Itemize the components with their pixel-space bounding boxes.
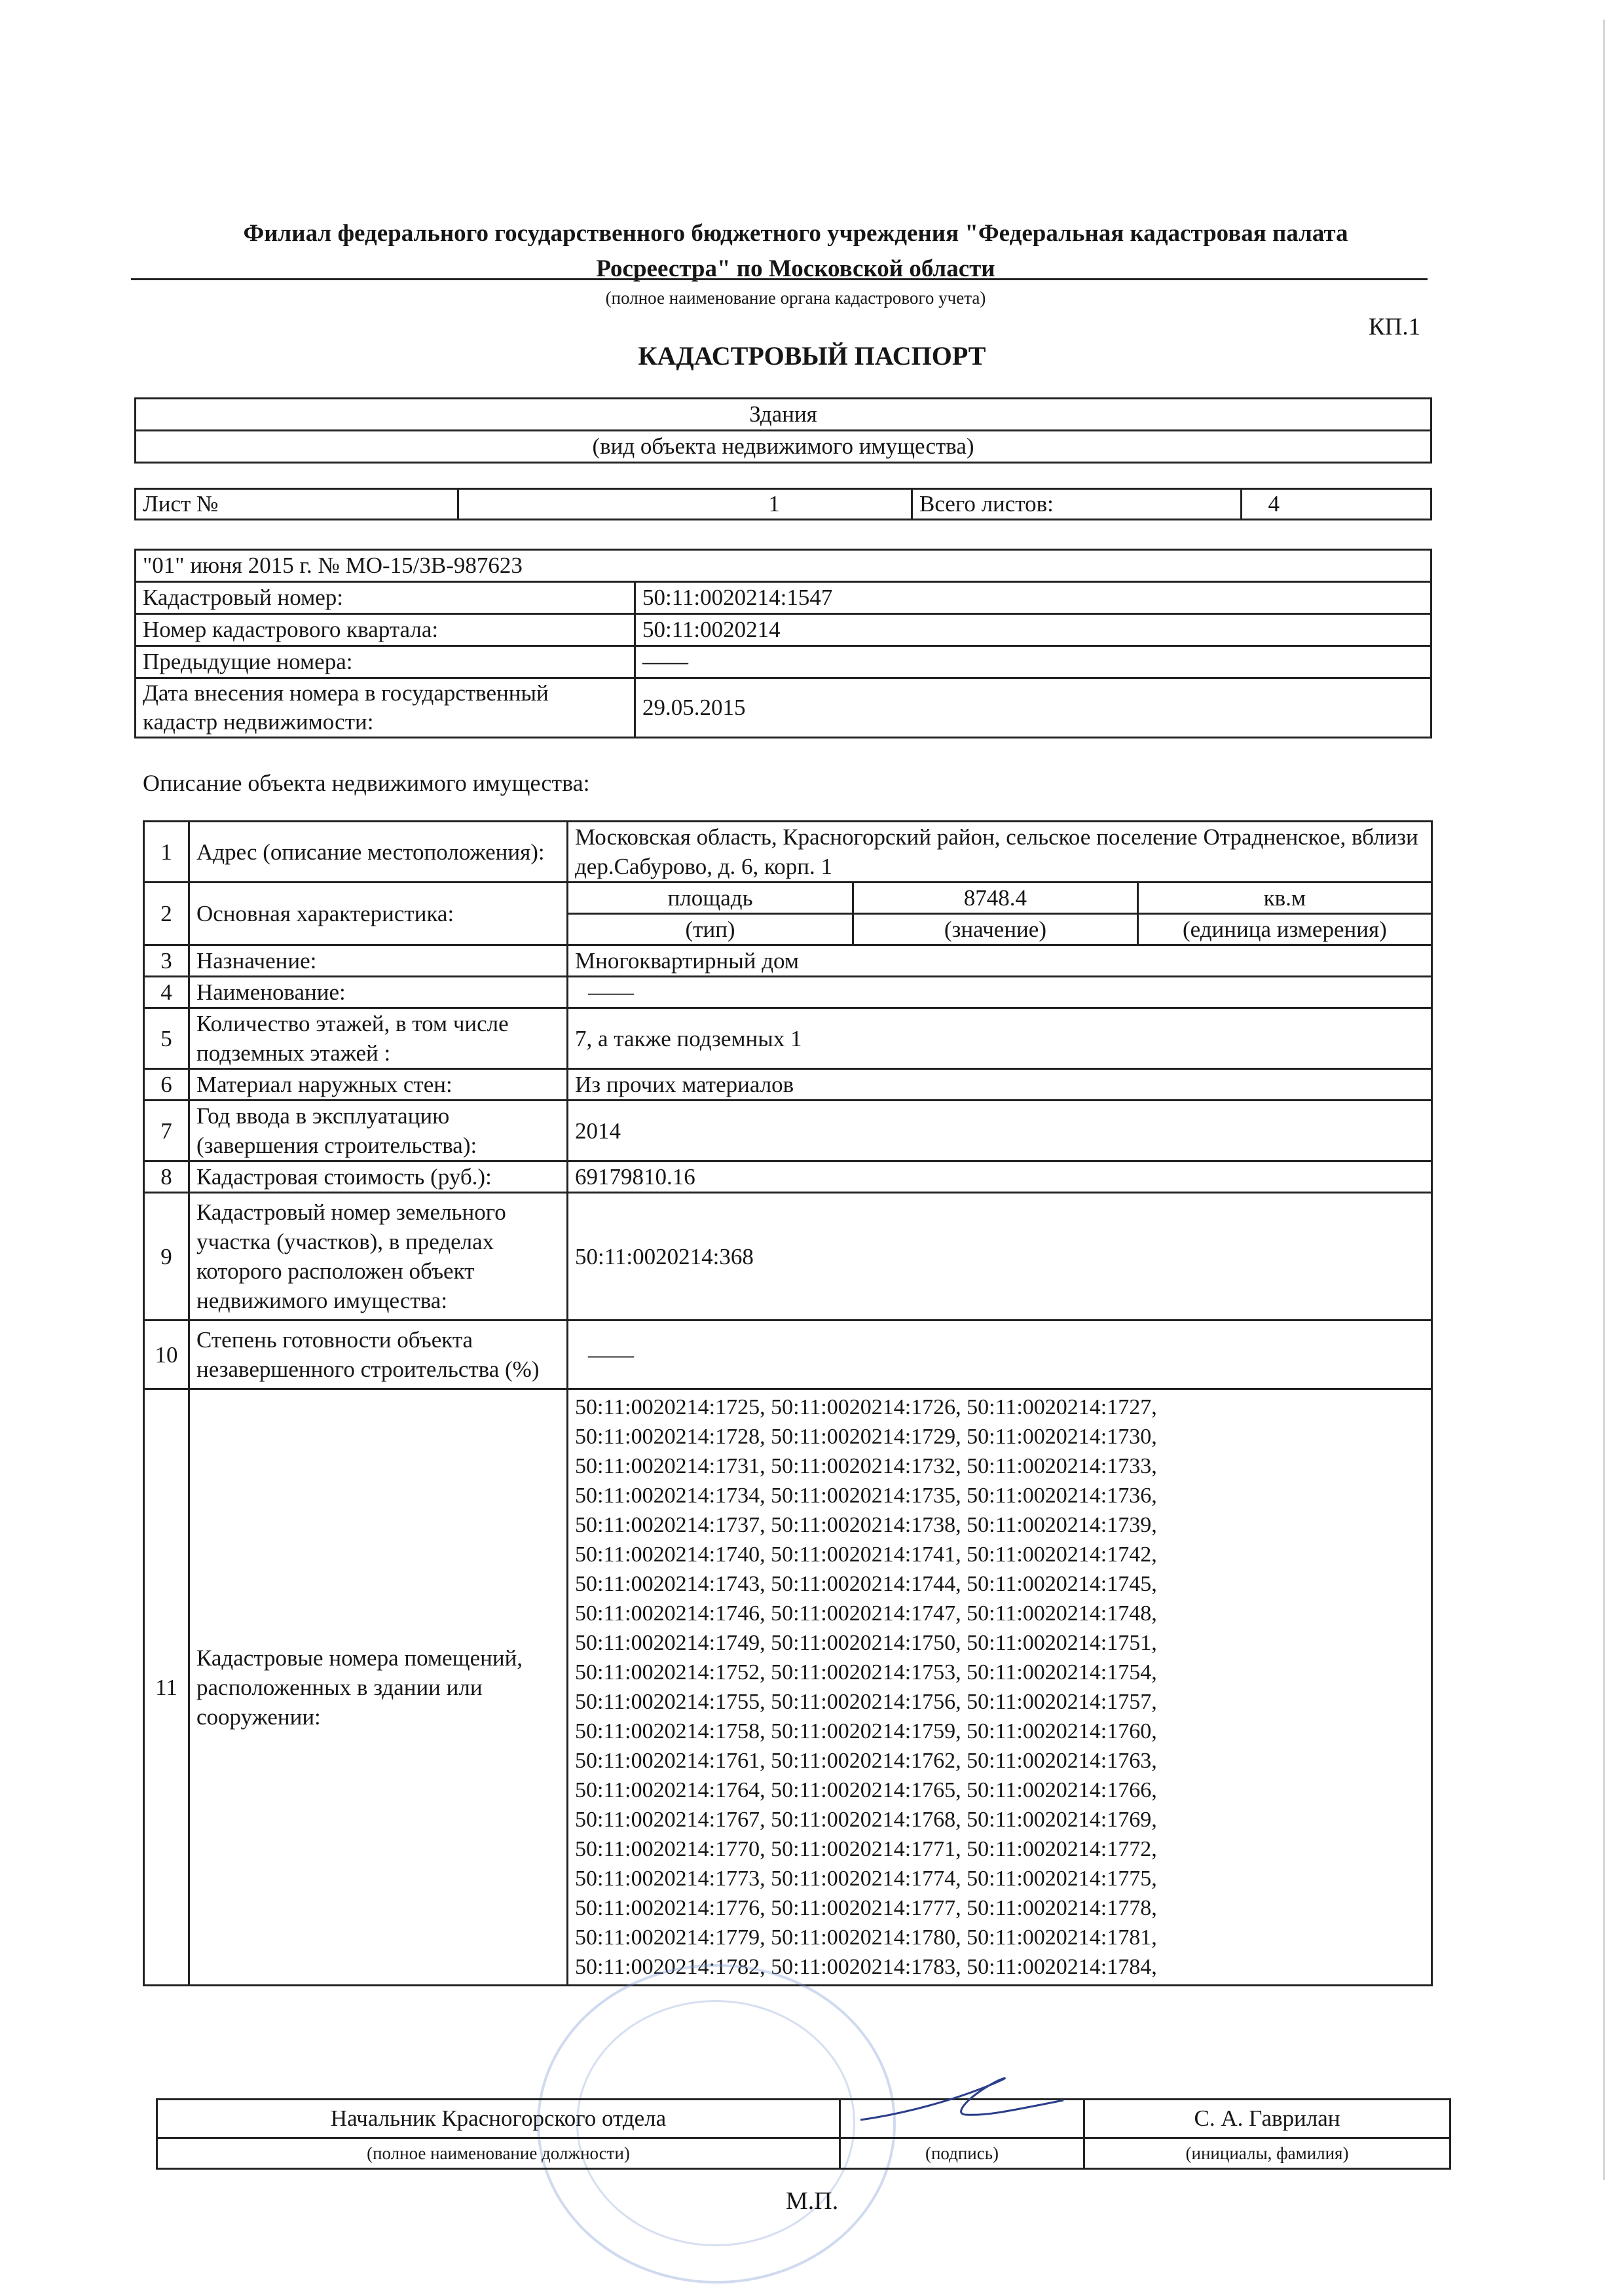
premises-line: 50:11:0020214:1779, 50:11:0020214:1780, 50:11:0020214:1781, xyxy=(575,1925,1157,1950)
object-type-caption: (вид объекта недвижимого имущества) xyxy=(136,431,1431,463)
premises-line: 50:11:0020214:1737, 50:11:0020214:1738, 50:11:0020214:1739, xyxy=(575,1513,1157,1537)
previous-numbers-value: —— xyxy=(635,646,1431,678)
commissioning-year-value: 2014 xyxy=(568,1101,1432,1161)
signature-cell xyxy=(840,2100,1084,2138)
organization-name xyxy=(131,216,1460,287)
premises-line: 50:11:0020214:1734, 50:11:0020214:1735, 50:11:0020214:1736, xyxy=(575,1484,1157,1508)
premises-line: 50:11:0020214:1764, 50:11:0020214:1765, 50:11:0020214:1766, xyxy=(575,1778,1157,1802)
organization-caption: (полное наименование органа кадастрового учета) xyxy=(605,288,986,308)
row-number: 6 xyxy=(144,1069,189,1101)
premises-line: 50:11:0020214:1770, 50:11:0020214:1771, 50:11:0020214:1772, xyxy=(575,1837,1157,1861)
description-heading: Описание объекта недвижимого имущества: xyxy=(143,770,590,796)
sheet-label: Лист № xyxy=(136,489,458,520)
row-number: 8 xyxy=(144,1161,189,1193)
entry-date-value: 29.05.2015 xyxy=(635,678,1431,738)
previous-numbers-label: Предыдущие номера: xyxy=(136,646,635,678)
wall-material-value: Из прочих материалов xyxy=(568,1069,1432,1101)
organization-underline xyxy=(131,278,1428,280)
date-and-number: "01" июня 2015 г. № МО-15/3В-987623 xyxy=(136,550,1431,582)
land-plot-value: 50:11:0020214:368 xyxy=(568,1193,1432,1321)
object-description-table xyxy=(143,820,1433,1986)
premises-line: 50:11:0020214:1773, 50:11:0020214:1774, 50:11:0020214:1775, xyxy=(575,1867,1157,1891)
organization-line-2: Росреестра" по Московской области xyxy=(596,255,995,282)
characteristic-unit: кв.м xyxy=(1137,883,1431,914)
commissioning-year-label: Год ввода в эксплуатацию (завершения строительства): xyxy=(189,1101,568,1161)
total-sheets-label: Всего листов: xyxy=(912,489,1242,520)
characteristic-unit-caption: (единица измерения) xyxy=(1182,917,1387,942)
row-number: 11 xyxy=(144,1389,189,1986)
premises-numbers-label: Кадастровые номера помещений, расположенных в здании или сооружении: xyxy=(189,1389,568,1986)
organization-line-1: Филиал федерального государственного бюджетного учреждения "Федеральная кадастровая палата xyxy=(243,220,1348,247)
characteristic-type: площадь xyxy=(568,883,853,914)
row-number: 1 xyxy=(144,822,189,883)
cadastral-number-value: 50:11:0020214:1547 xyxy=(635,582,1431,614)
premises-line: 50:11:0020214:1776, 50:11:0020214:1777, 50:11:0020214:1778, xyxy=(575,1896,1157,1920)
premises-line: 50:11:0020214:1728, 50:11:0020214:1729, 50:11:0020214:1730, xyxy=(575,1425,1157,1449)
official-name: С. А. Гаврилан xyxy=(1084,2100,1450,2138)
premises-line: 50:11:0020214:1767, 50:11:0020214:1768, 50:11:0020214:1769, xyxy=(575,1808,1157,1832)
cadastral-block-label: Номер кадастрового квартала: xyxy=(136,614,635,646)
signature-table xyxy=(156,2098,1451,2170)
completion-degree-value: —— xyxy=(568,1321,1432,1389)
row-number: 5 xyxy=(144,1008,189,1069)
premises-line: 50:11:0020214:1749, 50:11:0020214:1750, 50:11:0020214:1751, xyxy=(575,1631,1157,1655)
premises-line: 50:11:0020214:1758, 50:11:0020214:1759, 50:11:0020214:1760, xyxy=(575,1719,1157,1743)
premises-line: 50:11:0020214:1752, 50:11:0020214:1753, 50:11:0020214:1754, xyxy=(575,1660,1157,1685)
position-caption: (полное наименование должности) xyxy=(157,2138,840,2169)
floors-label: Количество этажей, в том числе подземных этажей : xyxy=(189,1008,568,1069)
seal-place-label: М.П. xyxy=(786,2187,839,2215)
row-number: 7 xyxy=(144,1101,189,1161)
object-type-table xyxy=(134,397,1432,464)
row-number: 3 xyxy=(144,945,189,977)
form-code: КП.1 xyxy=(1369,314,1421,340)
premises-line: 50:11:0020214:1740, 50:11:0020214:1741, 50:11:0020214:1742, xyxy=(575,1542,1157,1567)
purpose-value: Многоквартирный дом xyxy=(568,945,1432,977)
address-value: Московская область, Красногорский район, сельское поселение Отрадненское, вблизи дер.Сабурово, д. 6, корп. 1 xyxy=(568,822,1432,883)
row-number: 10 xyxy=(144,1321,189,1389)
premises-line: 50:11:0020214:1782, 50:11:0020214:1783, 50:11:0020214:1784, xyxy=(575,1955,1157,1979)
characteristic-type-caption: (тип) xyxy=(568,914,853,945)
premises-line: 50:11:0020214:1746, 50:11:0020214:1747, 50:11:0020214:1748, xyxy=(575,1601,1157,1626)
characteristic-amount-caption: (значение) xyxy=(853,914,1138,945)
signature-caption: (подпись) xyxy=(840,2138,1084,2169)
entry-date-label: Дата внесения номера в государственный кадастр недвижимости: xyxy=(136,678,635,738)
name-caption: (инициалы, фамилия) xyxy=(1084,2138,1450,2169)
floors-value: 7, а также подземных 1 xyxy=(568,1008,1432,1069)
premises-line: 50:11:0020214:1743, 50:11:0020214:1744, 50:11:0020214:1745, xyxy=(575,1572,1157,1596)
completion-degree-label: Степень готовности объекта незавершенного строительства (%) xyxy=(189,1321,568,1389)
premises-line: 50:11:0020214:1761, 50:11:0020214:1762, 50:11:0020214:1763, xyxy=(575,1749,1157,1773)
row-number: 2 xyxy=(144,883,189,945)
total-sheets-value: 4 xyxy=(1242,489,1431,520)
row-number: 4 xyxy=(144,977,189,1008)
premises-line: 50:11:0020214:1725, 50:11:0020214:1726, 50:11:0020214:1727, xyxy=(575,1395,1157,1419)
name-value: —— xyxy=(568,977,1432,1008)
cadastral-value-value: 69179810.16 xyxy=(568,1161,1432,1193)
premises-line: 50:11:0020214:1731, 50:11:0020214:1732, 50:11:0020214:1733, xyxy=(575,1454,1157,1478)
main-characteristic-label: Основная характеристика: xyxy=(189,883,568,945)
cadastral-block-value: 50:11:0020214 xyxy=(635,614,1431,646)
handwritten-signature-icon xyxy=(854,2074,1070,2126)
characteristic-amount: 8748.4 xyxy=(853,883,1138,914)
premises-numbers-list xyxy=(568,1389,1432,1986)
row-number: 9 xyxy=(144,1193,189,1321)
document-title: КАДАСТРОВЫЙ ПАСПОРТ xyxy=(638,341,986,371)
purpose-label: Назначение: xyxy=(189,945,568,977)
main-characteristic-subtable xyxy=(568,883,1431,944)
sheet-number: 1 xyxy=(458,489,912,520)
official-position: Начальник Красногорского отдела xyxy=(157,2100,840,2138)
address-label: Адрес (описание местоположения): xyxy=(189,822,568,883)
main-characteristic-cell xyxy=(568,883,1432,945)
cadastral-value-label: Кадастровая стоимость (руб.): xyxy=(189,1161,568,1193)
sheet-table xyxy=(134,488,1432,520)
name-label: Наименование: xyxy=(189,977,568,1008)
cadastral-number-label: Кадастровый номер: xyxy=(136,582,635,614)
land-plot-label: Кадастровый номер земельного участка (участков), в пределах которого расположен объект недвижимого имущества: xyxy=(189,1193,568,1321)
premises-line: 50:11:0020214:1755, 50:11:0020214:1756, 50:11:0020214:1757, xyxy=(575,1690,1157,1714)
registration-info-table xyxy=(134,549,1432,738)
object-type-value: Здания xyxy=(136,399,1431,431)
wall-material-label: Материал наружных стен: xyxy=(189,1069,568,1101)
